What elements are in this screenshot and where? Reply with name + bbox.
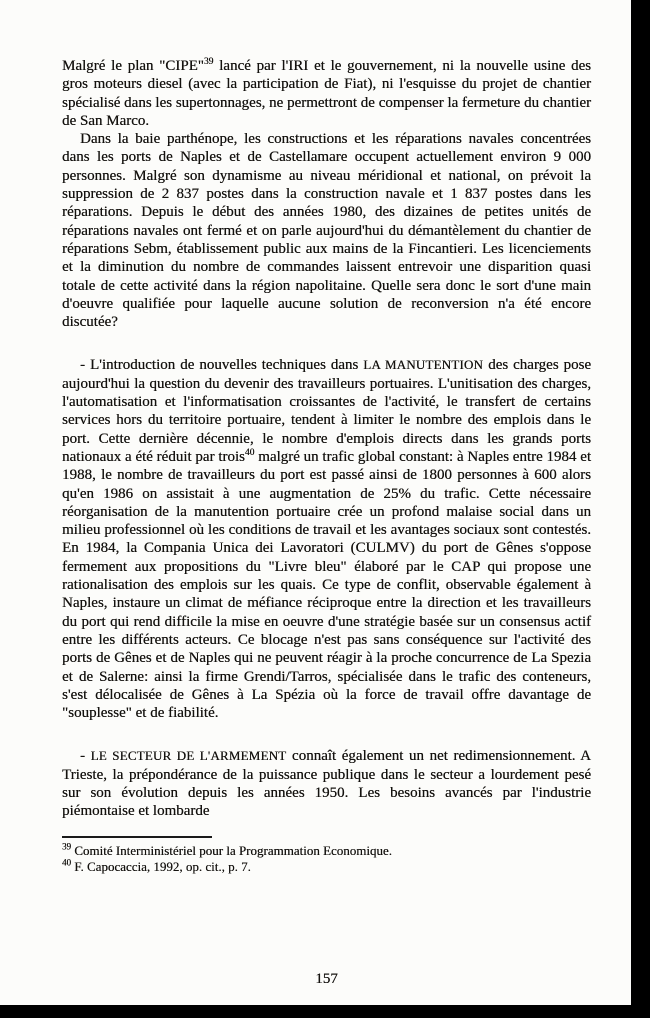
scan-artifact-bottom-edge xyxy=(0,1005,650,1018)
paragraph-1 xyxy=(62,57,591,130)
text-block xyxy=(62,57,591,876)
footnotes-section xyxy=(62,843,591,876)
small-caps-la-manutention: LA MANUTENTION xyxy=(363,357,484,373)
footnote-separator-rule xyxy=(62,836,212,838)
small-caps-le-secteur-de-l-armement: LE SECTEUR DE L'ARMEMENT xyxy=(90,748,287,764)
paragraph-1-text: Malgré le plan "CIPE" xyxy=(62,58,204,74)
page-number: 157 xyxy=(315,971,338,987)
footnote-40-marker: 40 xyxy=(62,857,71,868)
paragraph-4-text: - xyxy=(80,748,91,765)
footnote-40-text: F. Capocaccia, 1992, op. cit., p. 7. xyxy=(71,859,251,875)
paragraph-4 xyxy=(62,747,591,820)
footnote-39 xyxy=(62,843,591,860)
paragraph-1-text: lancé par l'IRI et le gouvernement, ni la nouvelle usine des gros moteurs diesel (avec la participation de Fiat), ni l'esquisse du projet de chantier spécialisé dans les supertonnages, ne permettront de compenser la fermeture du chantier de San Marco. xyxy=(62,58,591,129)
footnote-39-marker: 39 xyxy=(62,841,71,852)
paragraph-3-text: des charges pose aujourd'hui la question du devenir des travailleurs portuaires. L'unitisation des charges, l'automatisation et l'informatisation croissantes de l'activité, le transfert de certains services hors du territoire portuaire, tendent à limiter le nombre des emplois dans le port. Cette dernière décennie, le nombre d'emplois directs dans les grands ports nationaux a été réduit par trois xyxy=(62,357,591,465)
paragraph-3-text: malgré un trafic global constant: à Naples entre 1984 et 1988, le nombre de travailleurs du port est passé ainsi de 1800 personnes à 600 alors qu'en 1986 on assistait à une augmentation de 25% du trafic. Cette nécessaire réorganisation de la manutention portuaire crée un profond malaise social dans un milieu professionnel où les conditions de travail et les avantages sociaux sont contestés. En 1984, la Compania Unica dei Lavoratori (CULMV) du port de Gênes s'oppose fermement aux propositions du "Livre bleu" élaboré par le CAP qui propose une rationalisation des emplois sur les quais. Ce type de conflit, observable également à Naples, instaure un climat de méfiance réciproque entre la direction et les travailleurs du port qui rend difficile la mise en oeuvre d'une stratégie basée sur un consensus actif entre les différents acteurs. Ce blocage n'est pas sans conséquence sur l'activité des ports de Gênes et de Naples qui ne peuvent réagir à la proche concurrence de La Spezia et de Salerne: ainsi la firme Grendi/Tarros, spécialisée dans le trafic des conteneurs, s'est délocalisée de Gênes à La Spézia où la force de travail offre davantage de "souplesse" et de fiabilité. xyxy=(62,448,591,722)
footnote-ref-40: 40 xyxy=(244,447,255,458)
footnote-40 xyxy=(62,859,591,876)
footnote-ref-39: 39 xyxy=(203,57,214,67)
paragraph-3 xyxy=(62,356,591,722)
paragraph-4-text: connaît également un net redimensionnement. A Trieste, la prépondérance de la puissance publique dans le secteur a lourdement pesé sur son évolution depuis les années 1950. Les besoins avancés par l'industrie piémontaise et lombarde xyxy=(62,748,592,820)
paragraph-2-text: Dans la baie parthénope, les constructions et les réparations navales concentrées dans les ports de Naples et de Castellamare occupent actuellement environ 9 000 personnes. Malgré son dynamisme au niveau méridional et national, on prévoit la suppression de 2 837 postes dans la construction navale et 1 837 postes dans les réparations. Depuis le début des années 1980, des dizaines de petites unités de réparations navales ont fermé et on parle aujourd'hui du démantèlement du chantier de réparations Sebm, établissement public aux mains de la Fincantieri. Les licenciements et la diminution du nombre de commandes laissent entrevoir une disparition quasi totale de cette activité dans la région napolitaine. Quelle sera donc le sort d'une main d'oeuvre qualifiée pour laquelle aucune solution de reconversion n'a été encore discutée? xyxy=(62,131,591,331)
scan-artifact-right-edge xyxy=(631,0,650,1018)
paragraph-2 xyxy=(62,130,591,331)
paragraph-3-text: - L'introduction de nouvelles techniques dans xyxy=(80,357,364,374)
footnote-39-text: Comité Interministériel pour la Programmation Economique. xyxy=(71,842,392,858)
